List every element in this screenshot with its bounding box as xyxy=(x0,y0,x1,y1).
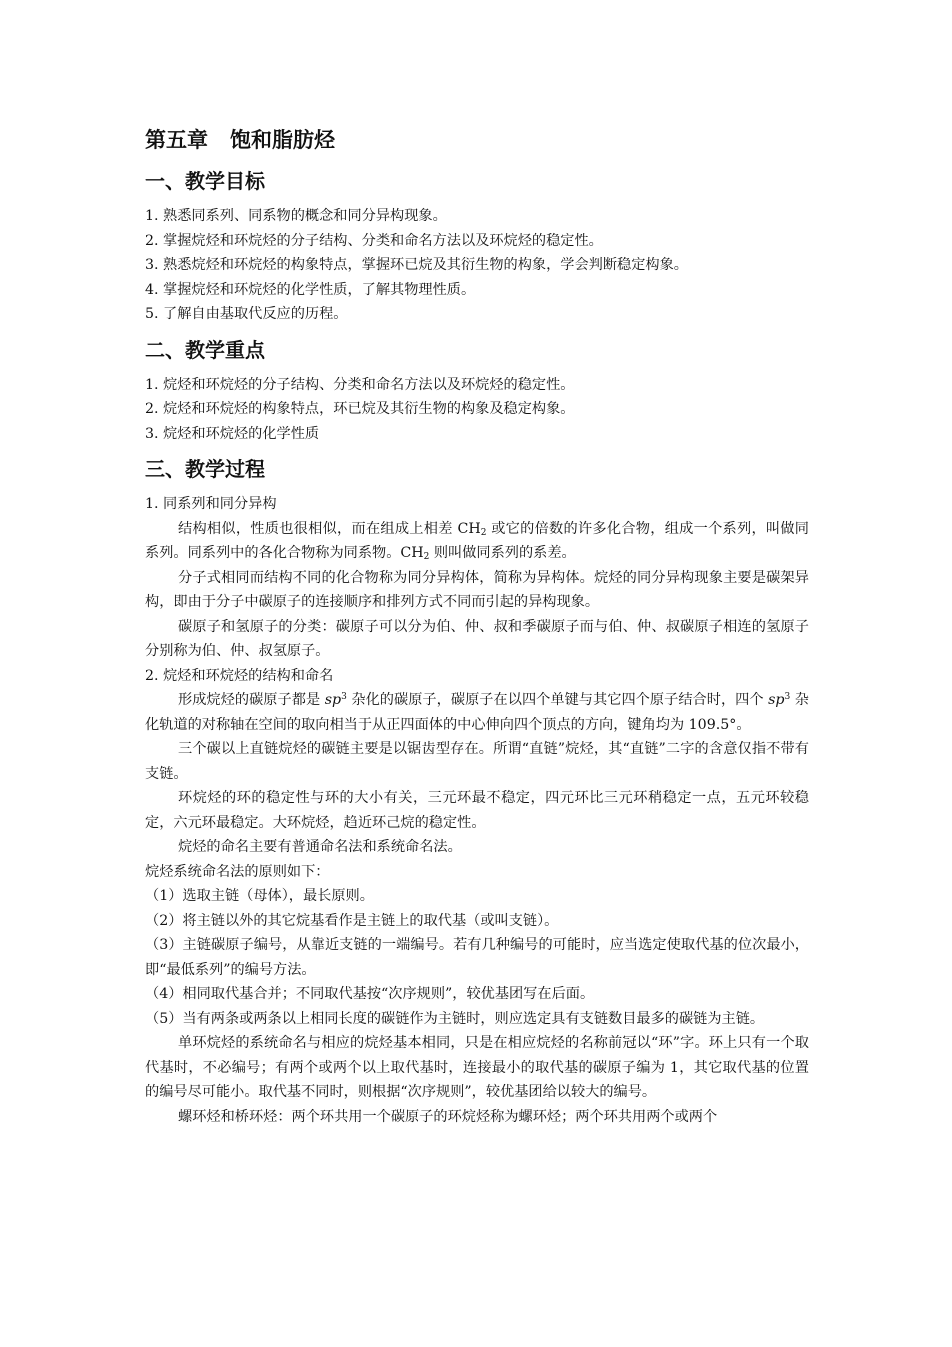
key-points-list xyxy=(145,373,809,447)
paragraph-carbon-classification: 碳原子和氢原子的分类：碳原子可以分为伯、仲、叔和季碳原子而与伯、仲、叔碳原子相连的氢原子分别称为伯、仲、叔氢原子。 xyxy=(145,618,809,659)
paragraph-naming-principles: 烷烃系统命名法的原则如下： xyxy=(145,863,330,880)
naming-rule: （2）将主链以外的其它烷基看作是主链上的取代基（或叫支链）。 xyxy=(145,912,559,929)
chapter-name: 饱和脂肪烃 xyxy=(230,128,335,152)
paragraph-monocyclic-naming: 单环烷烃的系统命名与相应的烷烃基本相同，只是在相应烷烃的名称前冠以“环”字。环上只有一个取代基时，不必编号；有两个或两个以上取代基时，连接最小的取代基的碳原子编为 1，其它取代基的位置的编号尽可能小。取代基不同时，则根据“次序规则”，较优基团给以较大的编号。 xyxy=(145,1035,809,1100)
list-item: 3. 烷烃和环烷烃的化学性质 xyxy=(145,425,320,442)
objectives-list xyxy=(145,204,809,327)
list-item: 3. 熟悉烷烃和环烷烃的构象特点，掌握环已烷及其衍生物的构象，学会判断稳定构象。 xyxy=(145,257,688,273)
section-heading-objectives: 一、教学目标 xyxy=(145,169,265,193)
naming-rule: （1）选取主链（母体），最长原则。 xyxy=(145,888,374,904)
paragraph-isomers: 分子式相同而结构不同的化合物称为同分异构体，简称为异构体。烷烃的同分异构现象主要是碳架异构，即由于分子中碳原子的连接顺序和排列方式不同而引起的异构现象。 xyxy=(145,569,809,610)
list-item: 4. 掌握烷烃和环烷烃的化学性质，了解其物理性质。 xyxy=(145,281,476,298)
section-heading-process: 三、教学过程 xyxy=(145,457,265,481)
paragraph-homologous-definition: 结构相似，性质也很相似，而在组成上相差 $CH_2$ 或它的倍数的许多化合物，组成一个系列，叫做同系列。同系列中的各化合物称为同系物。$CH_2$ 则叫做同系列的系差。 xyxy=(145,520,809,562)
paragraph-zigzag-chain: 三个碳以上直链烷烃的碳链主要是以锯齿型存在。所谓“直链”烷烃，其“直链”二字的含意仅指不带有支链。 xyxy=(145,741,809,782)
paragraph-naming-methods: 烷烃的命名主要有普通命名法和系统命名法。 xyxy=(178,839,462,855)
subheading-homologous-series: 1. 同系列和同分异构 xyxy=(145,496,277,512)
chapter-title xyxy=(145,124,809,156)
list-item: 2. 烷烃和环烷烃的构象特点，环已烷及其衍生物的构象及稳定构象。 xyxy=(145,401,575,417)
chapter-number: 第五章 xyxy=(145,128,208,152)
paragraph-sp3-hybridization: 形成烷烃的碳原子都是 $sp^3$ 杂化的碳原子，碳原子在以四个单键与其它四个原子结合时，四个 $sp^3$ 杂化轨道的对称轴在空间的取向相当于从正四面体的中心伸向四个顶点的方向，键角均为 109.5°。 xyxy=(145,692,809,733)
section-heading-key-points: 二、教学重点 xyxy=(145,337,265,362)
list-item: 2. 掌握烷烃和环烷烃的分子结构、分类和命名方法以及环烷烃的稳定性。 xyxy=(145,232,603,249)
paragraph-ring-stability: 环烷烃的环的稳定性与环的大小有关，三元环最不稳定，四元环比三元环稍稳定一点，五元环较稳定，六元环最稳定。大环烷烃，趋近环己烷的稳定性。 xyxy=(145,790,809,831)
naming-rule: （5）当有两条或两条以上相同长度的碳链作为主链时，则应选定具有支链数目最多的碳链为主链。 xyxy=(145,1010,765,1027)
list-item: 1. 熟悉同系列、同系物的概念和同分异构现象。 xyxy=(145,208,447,224)
paragraph-spiro-bridged: 螺环烃和桥环烃：两个环共用一个碳原子的环烷烃称为螺环烃；两个环共用两个或两个 xyxy=(178,1108,718,1125)
list-item: 1. 烷烃和环烷烃的分子结构、分类和命名方法以及环烷烃的稳定性。 xyxy=(145,376,575,393)
naming-rule: （4）相同取代基合并；不同取代基按“次序规则”，较优基团写在后面。 xyxy=(145,986,595,1002)
document-page xyxy=(145,124,809,1129)
list-item: 5. 了解自由基取代反应的历程。 xyxy=(145,306,348,322)
naming-rule: （3）主链碳原子编号，从靠近支链的一端编号。若有几种编号的可能时，应当选定使取代基的位次最小，即“最低系列”的编号方法。 xyxy=(145,937,809,978)
subheading-structure-naming: 2. 烷烃和环烷烃的结构和命名 xyxy=(145,667,334,684)
process-body xyxy=(145,492,809,1129)
